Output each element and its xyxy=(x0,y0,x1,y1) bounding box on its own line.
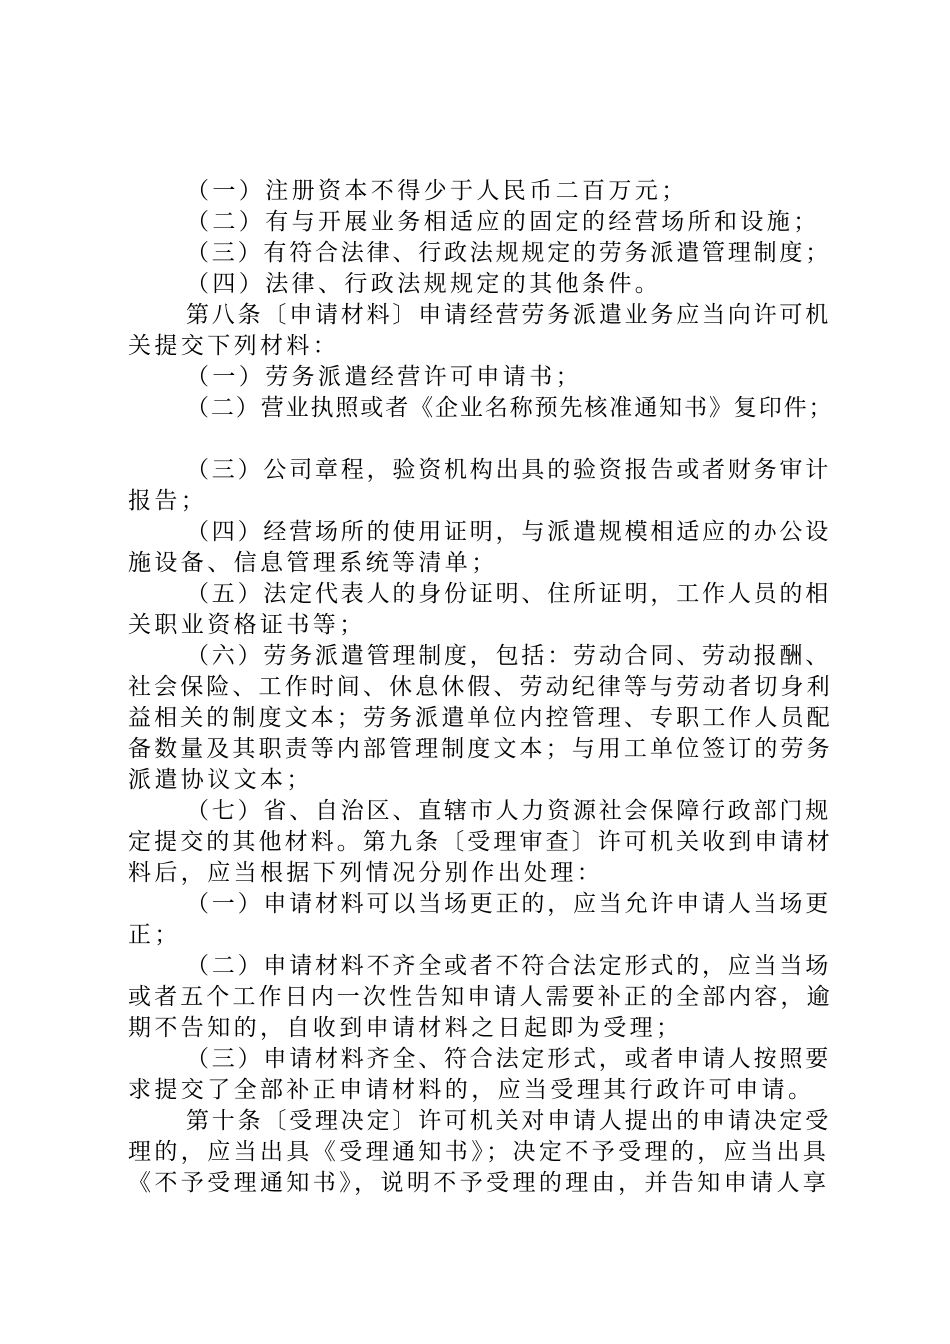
text-line: 求提交了全部补正申请材料的，应当受理其行政许可申请。 xyxy=(128,1077,815,1103)
text-line: 期不告知的，自收到申请材料之日起即为受理； xyxy=(128,1015,683,1041)
text-line: （一）劳务派遣经营许可申请书； xyxy=(186,364,582,390)
text-line: 第八条〔申请材料〕申请经营劳务派遣业务应当向许可机 xyxy=(186,302,831,328)
text-line: 正； xyxy=(128,922,181,948)
text-line: （五）法定代表人的身份证明、住所证明，工作人员的相 xyxy=(186,581,831,607)
text-line: （二）有与开展业务相适应的固定的经营场所和设施； xyxy=(186,209,820,235)
text-line: 理的，应当出具《受理通知书》；决定不予受理的，应当出具 xyxy=(128,1139,830,1165)
text-line: （三）申请材料齐全、符合法定形式，或者申请人按照要 xyxy=(186,1046,831,1072)
text-line: 备数量及其职责等内部管理制度文本；与用工单位签订的劳务 xyxy=(128,736,833,762)
text-line: 定提交的其他材料。第九条〔受理审查〕许可机关收到申请材 xyxy=(128,829,833,855)
text-line: （六）劳务派遣管理制度，包括：劳动合同、劳动报酬、 xyxy=(186,643,831,669)
text-line: （一）申请材料可以当场更正的，应当允许申请人当场更 xyxy=(186,891,831,917)
text-line: 关提交下列材料： xyxy=(128,333,340,359)
text-line: （三）有符合法律、行政法规规定的劳务派遣管理制度； xyxy=(186,240,831,266)
text-line: 第十条〔受理决定〕许可机关对申请人提出的申请决定受 xyxy=(186,1108,831,1134)
text-line: （二）申请材料不齐全或者不符合法定形式的，应当当场 xyxy=(186,953,831,979)
text-line: （二）营业执照或者《企业名称预先核准通知书》复印件； xyxy=(186,395,834,421)
text-line: （四）经营场所的使用证明，与派遣规模相适应的办公设 xyxy=(186,519,831,545)
text-line: 关职业资格证书等； xyxy=(128,612,366,638)
text-line: 《不予受理通知书》，说明不予受理的理由，并告知申请人享 xyxy=(128,1170,830,1196)
text-line: 或者五个工作日内一次性告知申请人需要补正的全部内容，逾 xyxy=(128,984,833,1010)
text-line: （一）注册资本不得少于人民币二百万元； xyxy=(186,178,688,204)
text-line: 施设备、信息管理系统等清单； xyxy=(128,550,498,576)
text-line: 派遣协议文本； xyxy=(128,767,313,793)
text-line: 报告； xyxy=(128,488,208,514)
text-line: 社会保险、工作时间、休息休假、劳动纪律等与劳动者切身利 xyxy=(128,674,833,700)
text-line: 料后，应当根据下列情况分别作出处理： xyxy=(128,860,604,886)
text-line: （三）公司章程，验资机构出具的验资报告或者财务审计 xyxy=(186,457,831,483)
text-line: （七）省、自治区、直辖市人力资源社会保障行政部门规 xyxy=(186,798,831,824)
text-line: （四）法律、行政法规规定的其他条件。 xyxy=(186,271,662,297)
text-line: 益相关的制度文本；劳务派遣单位内控管理、专职工作人员配 xyxy=(128,705,833,731)
